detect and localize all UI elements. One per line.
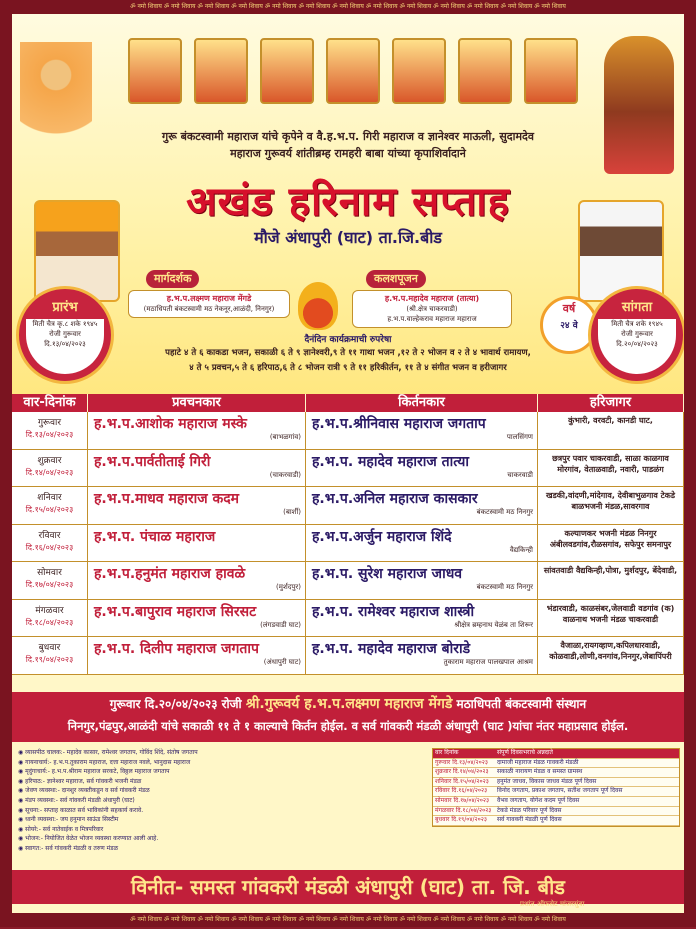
note-item: ◉ सोयरे:- सर्व नातेवाईक व मित्रपरिवार xyxy=(18,825,104,833)
day-cell: शुक्रवार दि.१४/०४/२०२३ xyxy=(12,450,88,487)
pravachan-cell: ह.भ.प.बापुराव महाराज सिरसट (लंगडवाडी घाट) xyxy=(88,600,306,637)
kirtan-cell: ह.भ.प. रामेश्वर महाराज शास्त्री श्रीक्षेत्र ब्रम्हनाथ येळंब ता शिरूर xyxy=(306,600,538,637)
harijagar-cell: सांवतवाडी वैद्यकिन्ही,पोत्रा, मुर्शदपुर, बेंदेवाडी, xyxy=(538,562,684,599)
header xyxy=(12,14,684,394)
harijagar-cell: भंडारवाडी, काळसंबर,जेलवाडी वडगांव (क) वाळनाथ भजनी मंडळ चाकरवाडी xyxy=(538,600,684,637)
poster-inner xyxy=(12,14,684,913)
deity-image xyxy=(260,38,314,104)
harijagar-cell: छत्रपुर पवार चाकरवाडी, साळा काळगाव मोरगांव, वेताळवाडी, नवारी, पाडळंग xyxy=(538,450,684,487)
saint-image xyxy=(20,42,92,174)
sangta-badge: सांगता मिती चैत्र शके १९४५ रोजी गुरूवार दि.२०/०४/२०२३ xyxy=(588,286,684,384)
kalash-icon xyxy=(298,282,338,330)
note-item: ◉ हरिपाठ:- ज्ञानेश्वर महाराज, सर्व गांवकरी भजनी मंडळ xyxy=(18,777,142,785)
prarambh-badge: प्रारंभ मिती चैत्र कृ.८ शके १९४५ रोजी गुरूवार दि.१३/०४/२०२३ xyxy=(16,286,114,384)
border-top: ॐ नमो शिवाय ॐ नमो शिवाय ॐ नमो शिवाय ॐ नमो शिवाय ॐ नमो शिवाय ॐ नमो शिवाय ॐ नमो शिवाय ॐ नमो शिवाय ॐ नमो शिवाय ॐ नमो शिवाय ॐ नमो शिवाय ॐ नमो शिवाय ॐ नमो शिवाय xyxy=(0,0,696,14)
years-badge: वर्ष २४ वे xyxy=(540,296,598,354)
pravachan-cell: ह.भ.प.आशोक महाराज मस्के (बाभळगांव) xyxy=(88,412,306,449)
day-cell: बुधवार दि.१९/०४/२०२३ xyxy=(12,637,88,674)
pravachan-cell: ह.भ.प.हनुमंत महाराज हावळे (मुर्शदपुर) xyxy=(88,562,306,599)
table-row xyxy=(12,487,684,525)
kirtan-cell: ह.भ.प. महादेव महाराज तात्या चाकरवाडी xyxy=(306,450,538,487)
daily-schedule: पहाटे ४ ते ६ काकडा भजन, सकाळी ६ ते ९ ज्ञानेश्वरी,९ ते ११ गाथा भजन ,१२ ते २ भोजन व २ ते ४ भावार्थ रामायण, ४ ते ५ प्रवचन,५ ते ६ हरिपाठ,६ ते ८ भोजन रात्री ९ ते ११ हरिकीर्तन, ११ ते ४ संगीत भजन व हरीजागर xyxy=(165,348,531,373)
donor-schedule xyxy=(432,748,680,827)
day-cell: सोमवार दि.१७/०४/२०२३ xyxy=(12,562,88,599)
table-row xyxy=(12,525,684,563)
harijagar-cell: वैजाळा,रायगव्हाण,कपिलधारवाडी, कोळवाडी,लोणी,वनगांव,निनगुर,जेबापिंपरी xyxy=(538,637,684,674)
day-cell: रविवार दि.१६/०४/२०२३ xyxy=(12,525,88,562)
page-subtitle: मौजे अंधापुरी (घाट) ता.जि.बीड xyxy=(254,228,442,247)
kalashpujan-label: कलशपूजन xyxy=(366,270,426,288)
deity-image xyxy=(392,38,446,104)
harijagar-cell: कुंभारी, वरवटी, कानडी घाट, xyxy=(538,412,684,449)
deity-image xyxy=(326,38,380,104)
pravachan-cell: ह.भ.प. पंचाळ महाराज xyxy=(88,525,306,562)
table-body xyxy=(12,412,684,675)
pravachan-cell: ह.भ.प.पार्वतीताई गिरी (चाकरवाडी) xyxy=(88,450,306,487)
deity-image xyxy=(194,38,248,104)
table-row xyxy=(12,562,684,600)
kirtan-cell: ह.भ.प.अर्जुन महाराज शिंदे वैद्यकिन्ही xyxy=(306,525,538,562)
border-left xyxy=(0,14,12,913)
note-item: ◉ भोजन:- नियोजित वेळेत भोजन व्यवस्था करण्यात आली आहे. xyxy=(18,835,159,843)
harijagar-cell: खडकी,वांदणी,मांदेगाव, देवीबाभुळगाव टेकडे बाळभजनी मंडळ,सावरगाव xyxy=(538,487,684,524)
deity-image xyxy=(524,38,578,104)
schedule-row: शुक्रवार दि.१४/०४/२०२३ सकाळी नारायण मंडळ व समस्त ग्रामस्थ xyxy=(433,768,679,778)
deity-image xyxy=(128,38,182,104)
schedule-header: वार दिनांक संपूर्ण दिवसभराचे अन्नदाते xyxy=(433,749,679,759)
page-title: अखंड हरिनाम सप्ताह xyxy=(186,178,510,225)
margdarshak-label: मार्गदर्शक xyxy=(146,270,199,288)
kirtan-cell: ह.भ.प.श्रीनिवास महाराज जगताप पालसिंगण xyxy=(306,412,538,449)
program-table xyxy=(12,394,684,675)
press-credit: प्रशांत ऑफसेट मांजरसुंबा xyxy=(520,900,585,908)
margdarshak-box: ह.भ.प.लक्ष्मण महाराज मेंगडे (मठाधिपती बंकटस्वामी मठ नेकनूर,आळंदी, निनगुर) xyxy=(128,290,290,318)
schedule-row: बुधवार दि.१९/०४/२०२३ सर्व गावकरी मंडळी पूर्ण दिवस xyxy=(433,816,679,826)
notes-list xyxy=(18,748,428,854)
day-cell: मंगळवार दि.१८/०४/२०२३ xyxy=(12,600,88,637)
schedule-row: शनिवार दि.१५/०४/२०२३ हनुमंत जाधव, विकास जाधव मंडळ पूर्ण दिवस xyxy=(433,778,679,788)
kalashpujan-box: ह.भ.प.महादेव महाराज (तात्या) (श्री.क्षेत्र चाकरवाडी) ह.भ.प.वाल्हेकराव महाराज महाराज xyxy=(352,290,512,328)
warrior-image xyxy=(604,36,674,174)
closing-announcement: गुरूवार दि.२०/०४/२०२३ रोजी श्री.गुरूवर्य ह.भ.प.लक्ष्मण महाराज मेंगडे मठाधिपती बंकटस्वामी संस्थान निनगुर,पंढपुर,आळंदी यांचे सकाळी ११ ते १ काल्याचे किर्तन होईल. व सर्व गांवकरी मंडळी अंधापुरी (घाट )यांचा नंतर महाप्रसाद होईल. xyxy=(12,692,684,742)
schedule-row: गुरूवार दि.१३/०४/२०२३ दामाजी महाराज मंडळ गावकरी मंडळी xyxy=(433,759,679,769)
note-item: ◉ स्वागत:- सर्व गांवकरी मंडळी व तरुण मंडळ xyxy=(18,844,119,852)
note-item: ◉ जेवण व्यवस्था:- दानशुर व्यक्तीकडून व सर्व गांवकरी मंडळ xyxy=(18,787,150,795)
pravachan-cell: ह.भ.प. दिलीप महाराज जगताप (अंधापुरी घाट) xyxy=(88,637,306,674)
note-item: ◉ गायनाचार्य:- ह.भ.प.तुकाराम महाराज, दत्ता महाराज नवले, भानुदास महाराज xyxy=(18,758,191,766)
border-bottom: ॐ नमो शिवाय ॐ नमो शिवाय ॐ नमो शिवाय ॐ नमो शिवाय ॐ नमो शिवाय ॐ नमो शिवाय ॐ नमो शिवाय ॐ नमो शिवाय ॐ नमो शिवाय ॐ नमो शिवाय ॐ नमो शिवाय ॐ नमो शिवाय ॐ नमो शिवाय xyxy=(0,913,696,927)
schedule-row: रविवार दि.१६/०४/२०२३ विनोद जगताप, प्रकाश जगताप, सतीश जगताप पूर्ण दिवस xyxy=(433,787,679,797)
table-row xyxy=(12,600,684,638)
border-right xyxy=(684,14,696,913)
footer-vinit: विनीत- समस्त गांवकरी मंडळी अंधापुरी (घाट) ता. जि. बीड xyxy=(12,870,684,904)
day-cell: गुरूवार दि.१३/०४/२०२३ xyxy=(12,412,88,449)
kirtan-cell: ह.भ.प. सुरेश महाराज जाधव बंकटस्वामी मठ निनगुर xyxy=(306,562,538,599)
note-item: ◉ सूचना:- सप्ताह काळात सर्व भाविकांनी सहकार्य करावे. xyxy=(18,806,144,814)
portrait-right xyxy=(578,200,664,302)
day-cell: शनिवार दि.१५/०४/२०२३ xyxy=(12,487,88,524)
table-row xyxy=(12,412,684,450)
table-header: वार-दिनांक प्रवचनकार किर्तनकार हरिजागर xyxy=(12,394,684,412)
table-row xyxy=(12,637,684,675)
harijagar-cell: कल्याणकर भजनी मंडळ निनगुर अंबीलवडगांव,रौळसगांव, सफेपुर समनापुर xyxy=(538,525,684,562)
note-item: ◉ व्यासपीठ चालक:- महादेव कासार, रामेश्वर जगताप, गोविंद शिंदे, संतोष जगताप xyxy=(18,749,198,756)
note-item: ◉ मंडप व्यवस्था:- सर्व गांवकरी मंडळी अंधापुरी (घाट) xyxy=(18,796,135,804)
schedule-row: मंगळवार दि.१८/०४/२०२३ टेकडे मंडळ परिवार पूर्ण दिवस xyxy=(433,807,679,817)
schedule-row: सोमवार दि.१७/०४/२०२३ वैभव जगताप, योगेश कदम पूर्ण दिवस xyxy=(433,797,679,807)
pravachan-cell: ह.भ.प.माधव महाराज कदम (बार्शी) xyxy=(88,487,306,524)
table-row xyxy=(12,450,684,488)
daily-schedule-title: दैनंदिन कार्यक्रमाची रुपरेषा xyxy=(304,335,392,345)
kirtan-cell: ह.भ.प. महादेव महाराज बोराडे तुकाराम महाराज पालखपाल आश्रम xyxy=(306,637,538,674)
note-item: ◉ ध्वनी व्यवस्था:- जय हनुमान साऊंड सिस्टीम xyxy=(18,816,119,824)
blessing-text: गुरू बंकटस्वामी महाराज यांचे कृपेने व वै.ह.भ.प. गिरी महाराज व ज्ञानेश्वर माऊली, सुदामदेव महाराज गुरूवर्य शांतीब्रम्ह रामहरी बाबा यांच्या कृपाशिर्वादाने xyxy=(162,130,534,160)
deity-image xyxy=(458,38,512,104)
kirtan-cell: ह.भ.प.अनिल महाराज कासकार बंकटस्वामी मठ निनगुर xyxy=(306,487,538,524)
note-item: ◉ मृदुंगाचार्य:- ह.भ.प.श्रीराम महाराज सरकटे, विठ्ठल महाराज जगताप xyxy=(18,768,170,776)
